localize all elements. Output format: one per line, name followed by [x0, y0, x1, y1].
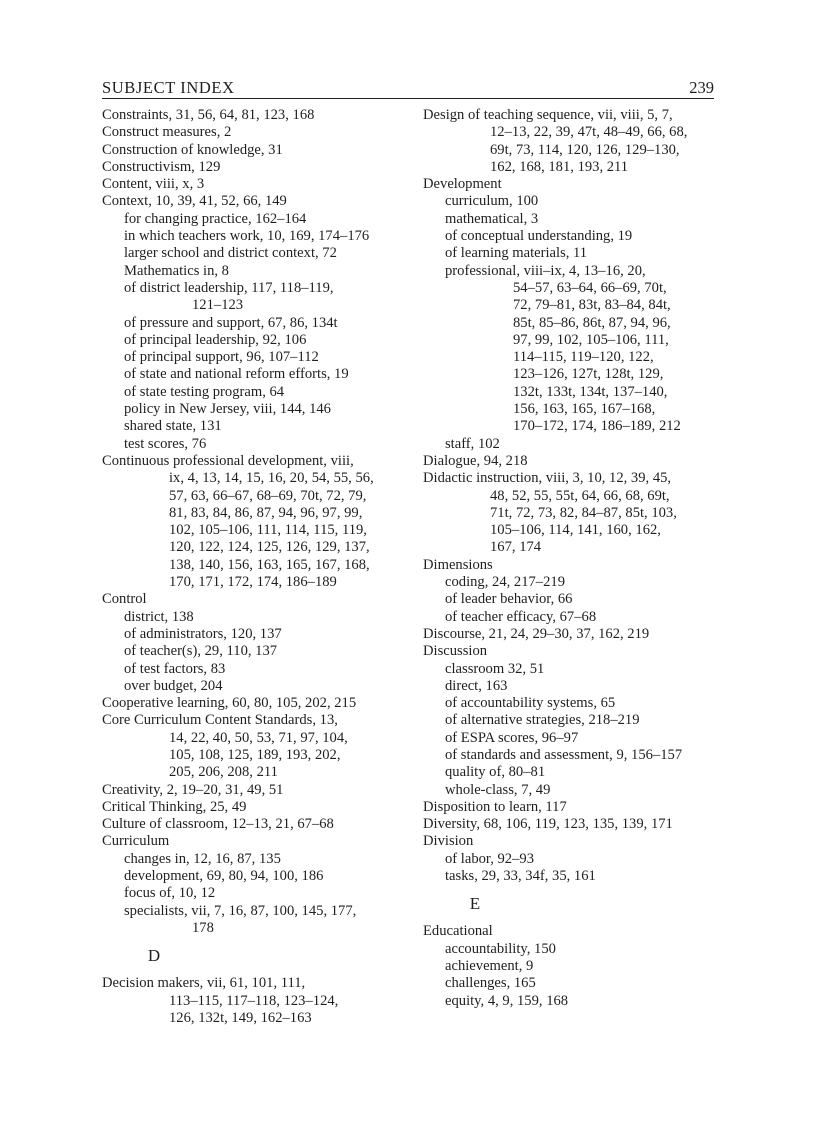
index-subentry: of ESPA scores, 96–97	[445, 729, 579, 746]
index-subentry: focus of, 10, 12	[124, 885, 216, 902]
index-entry-continuation: 156, 163, 165, 167–168,	[513, 401, 656, 418]
index-subentry: mathematical, 3	[445, 210, 539, 227]
index-entry: Decision makers, vii, 61, 101, 111,	[102, 975, 306, 992]
index-entry: Discourse, 21, 24, 29–30, 37, 162, 219	[423, 625, 650, 642]
index-subentry: test scores, 76	[124, 435, 207, 452]
index-entry: Dialogue, 94, 218	[423, 452, 528, 469]
index-subentry: direct, 163	[445, 677, 508, 694]
index-subentry: of principal support, 96, 107–112	[124, 349, 319, 366]
index-entry: Development	[423, 176, 502, 193]
index-subentry: of test factors, 83	[124, 660, 226, 677]
index-entry: Educational	[423, 923, 493, 940]
index-subentry: Mathematics in, 8	[124, 262, 229, 279]
section-letter: E	[469, 894, 481, 914]
index-entry-continuation: 114–115, 119–120, 122,	[513, 349, 654, 366]
index-entry-continuation: ix, 4, 13, 14, 15, 16, 20, 54, 55, 56,	[169, 470, 374, 487]
index-entry-continuation: 162, 168, 181, 193, 211	[490, 158, 629, 175]
index-subentry: of administrators, 120, 137	[124, 625, 282, 642]
index-subentry: classroom 32, 51	[445, 660, 545, 677]
index-subentry: changes in, 12, 16, 87, 135	[124, 850, 281, 867]
index-entry-continuation: 120, 122, 124, 125, 126, 129, 137,	[169, 539, 370, 556]
index-entry-continuation: 105, 108, 125, 189, 193, 202,	[169, 746, 341, 763]
index-entry: Creativity, 2, 19–20, 31, 49, 51	[102, 781, 284, 798]
index-entry-continuation: 170, 171, 172, 174, 186–189	[169, 574, 337, 591]
index-entry-continuation: 138, 140, 156, 163, 165, 167, 168,	[169, 556, 370, 573]
index-subentry: of district leadership, 117, 118–119,	[124, 279, 334, 296]
index-entry: Critical Thinking, 25, 49	[102, 798, 247, 815]
index-entry-continuation: 132t, 133t, 134t, 137–140,	[513, 383, 668, 400]
index-subentry: district, 138	[124, 608, 194, 625]
index-entry: Content, viii, x, 3	[102, 176, 205, 193]
index-subentry: accountability, 150	[445, 940, 556, 957]
index-entry: Core Curriculum Content Standards, 13,	[102, 712, 338, 729]
index-subentry: whole-class, 7, 49	[445, 781, 551, 798]
index-entry: Curriculum	[102, 833, 170, 850]
index-entry: Division	[423, 833, 474, 850]
index-subentry: staff, 102	[445, 435, 500, 452]
index-entry-continuation: 14, 22, 40, 50, 53, 71, 97, 104,	[169, 729, 348, 746]
index-entry-continuation: 121–123	[192, 297, 244, 314]
index-entry: Cooperative learning, 60, 80, 105, 202, 215	[102, 695, 357, 712]
index-entry: Control	[102, 591, 147, 608]
index-subentry: of leader behavior, 66	[445, 591, 573, 608]
index-subentry: policy in New Jersey, viii, 144, 146	[124, 401, 331, 418]
index-subentry: coding, 24, 217–219	[445, 574, 565, 591]
index-subentry: of learning materials, 11	[445, 245, 588, 262]
index-subentry: of alternative strategies, 218–219	[445, 712, 640, 729]
index-subentry: achievement, 9	[445, 957, 534, 974]
index-entry-continuation: 72, 79–81, 83t, 83–84, 84t,	[513, 297, 671, 314]
index-subentry: in which teachers work, 10, 169, 174–176	[124, 228, 370, 245]
index-entry: Dimensions	[423, 556, 493, 573]
index-entry-continuation: 123–126, 127t, 128t, 129,	[513, 366, 664, 383]
index-entry-continuation: 57, 63, 66–67, 68–69, 70t, 72, 79,	[169, 487, 367, 504]
index-subentry: development, 69, 80, 94, 100, 186	[124, 868, 324, 885]
index-entry: Didactic instruction, viii, 3, 10, 12, 39, 45,	[423, 470, 672, 487]
index-subentry: of standards and assessment, 9, 156–157	[445, 746, 683, 763]
index-entry: Continuous professional development, viii,	[102, 452, 354, 469]
running-header	[102, 78, 714, 99]
section-letter-heading	[423, 885, 723, 923]
index-subentry: tasks, 29, 33, 34f, 35, 161	[445, 868, 596, 885]
index-entry-continuation: 54–57, 63–64, 66–69, 70t,	[513, 279, 667, 296]
index-entry-continuation: 12–13, 22, 39, 47t, 48–49, 66, 68,	[490, 124, 688, 141]
index-entry-continuation: 167, 174	[490, 539, 542, 556]
index-entry: Culture of classroom, 12–13, 21, 67–68	[102, 816, 334, 833]
index-subentry: specialists, vii, 7, 16, 87, 100, 145, 177,	[124, 902, 357, 919]
index-entry: Constructivism, 129	[102, 158, 221, 175]
section-letter: D	[147, 946, 161, 966]
page-number: 239	[689, 78, 714, 97]
index-entry: Discussion	[423, 643, 488, 660]
index-entry: Constraints, 31, 56, 64, 81, 123, 168	[102, 107, 315, 123]
index-entry-continuation: 102, 105–106, 111, 114, 115, 119,	[169, 522, 367, 539]
index-subentry: shared state, 131	[124, 418, 222, 435]
index-entry-continuation: 205, 206, 208, 211	[169, 764, 278, 781]
index-subentry: larger school and district context, 72	[124, 245, 337, 262]
index-entry: Construct measures, 2	[102, 124, 232, 141]
index-entry: Design of teaching sequence, vii, viii, 5, 7,	[423, 107, 673, 123]
index-subentry: for changing practice, 162–164	[124, 210, 307, 227]
running-head-title: SUBJECT INDEX	[102, 78, 235, 97]
index-entry-continuation: 113–115, 117–118, 123–124,	[169, 992, 339, 1009]
index-subentry: of teacher(s), 29, 110, 137	[124, 643, 278, 660]
section-letter-heading	[102, 937, 402, 975]
index-entry-continuation: 97, 99, 102, 105–106, 111,	[513, 331, 669, 348]
index-subentry: curriculum, 100	[445, 193, 539, 210]
index-subentry: challenges, 165	[445, 975, 536, 992]
index-subentry: of labor, 92–93	[445, 850, 534, 867]
index-entry-continuation: 81, 83, 84, 86, 87, 94, 96, 97, 99,	[169, 504, 363, 521]
index-entry-continuation: 178	[192, 919, 214, 936]
index-entry-continuation: 48, 52, 55, 55t, 64, 66, 68, 69t,	[490, 487, 670, 504]
index-entry: Construction of knowledge, 31	[102, 141, 283, 158]
index-entry-continuation: 105–106, 114, 141, 160, 162,	[490, 522, 661, 539]
index-subentry: equity, 4, 9, 159, 168	[445, 992, 569, 1009]
index-entry-continuation: 71t, 72, 73, 82, 84–87, 85t, 103,	[490, 504, 677, 521]
index-entry: Context, 10, 39, 41, 52, 66, 149	[102, 193, 287, 210]
index-column-left	[102, 107, 402, 1027]
index-subentry: quality of, 80–81	[445, 764, 546, 781]
index-entry-continuation: 170–172, 174, 186–189, 212	[513, 418, 681, 435]
index-subentry: of principal leadership, 92, 106	[124, 331, 307, 348]
index-entry: Diversity, 68, 106, 119, 123, 135, 139, 171	[423, 816, 673, 833]
index-subentry: of accountability systems, 65	[445, 695, 616, 712]
index-column-right	[423, 107, 723, 1010]
index-subentry: of conceptual understanding, 19	[445, 228, 633, 245]
index-entry-continuation: 85t, 85–86, 86t, 87, 94, 96,	[513, 314, 671, 331]
index-subentry: of state and national reform efforts, 19	[124, 366, 349, 383]
index-subentry: of teacher efficacy, 67–68	[445, 608, 597, 625]
index-subentry: of pressure and support, 67, 86, 134t	[124, 314, 338, 331]
index-subentry: of state testing program, 64	[124, 383, 285, 400]
index-entry-continuation: 69t, 73, 114, 120, 126, 129–130,	[490, 141, 680, 158]
index-subentry: over budget, 204	[124, 677, 223, 694]
index-entry: Disposition to learn, 117	[423, 798, 567, 815]
index-entry-continuation: 126, 132t, 149, 162–163	[169, 1009, 312, 1026]
index-subentry: professional, viii–ix, 4, 13–16, 20,	[445, 262, 646, 279]
